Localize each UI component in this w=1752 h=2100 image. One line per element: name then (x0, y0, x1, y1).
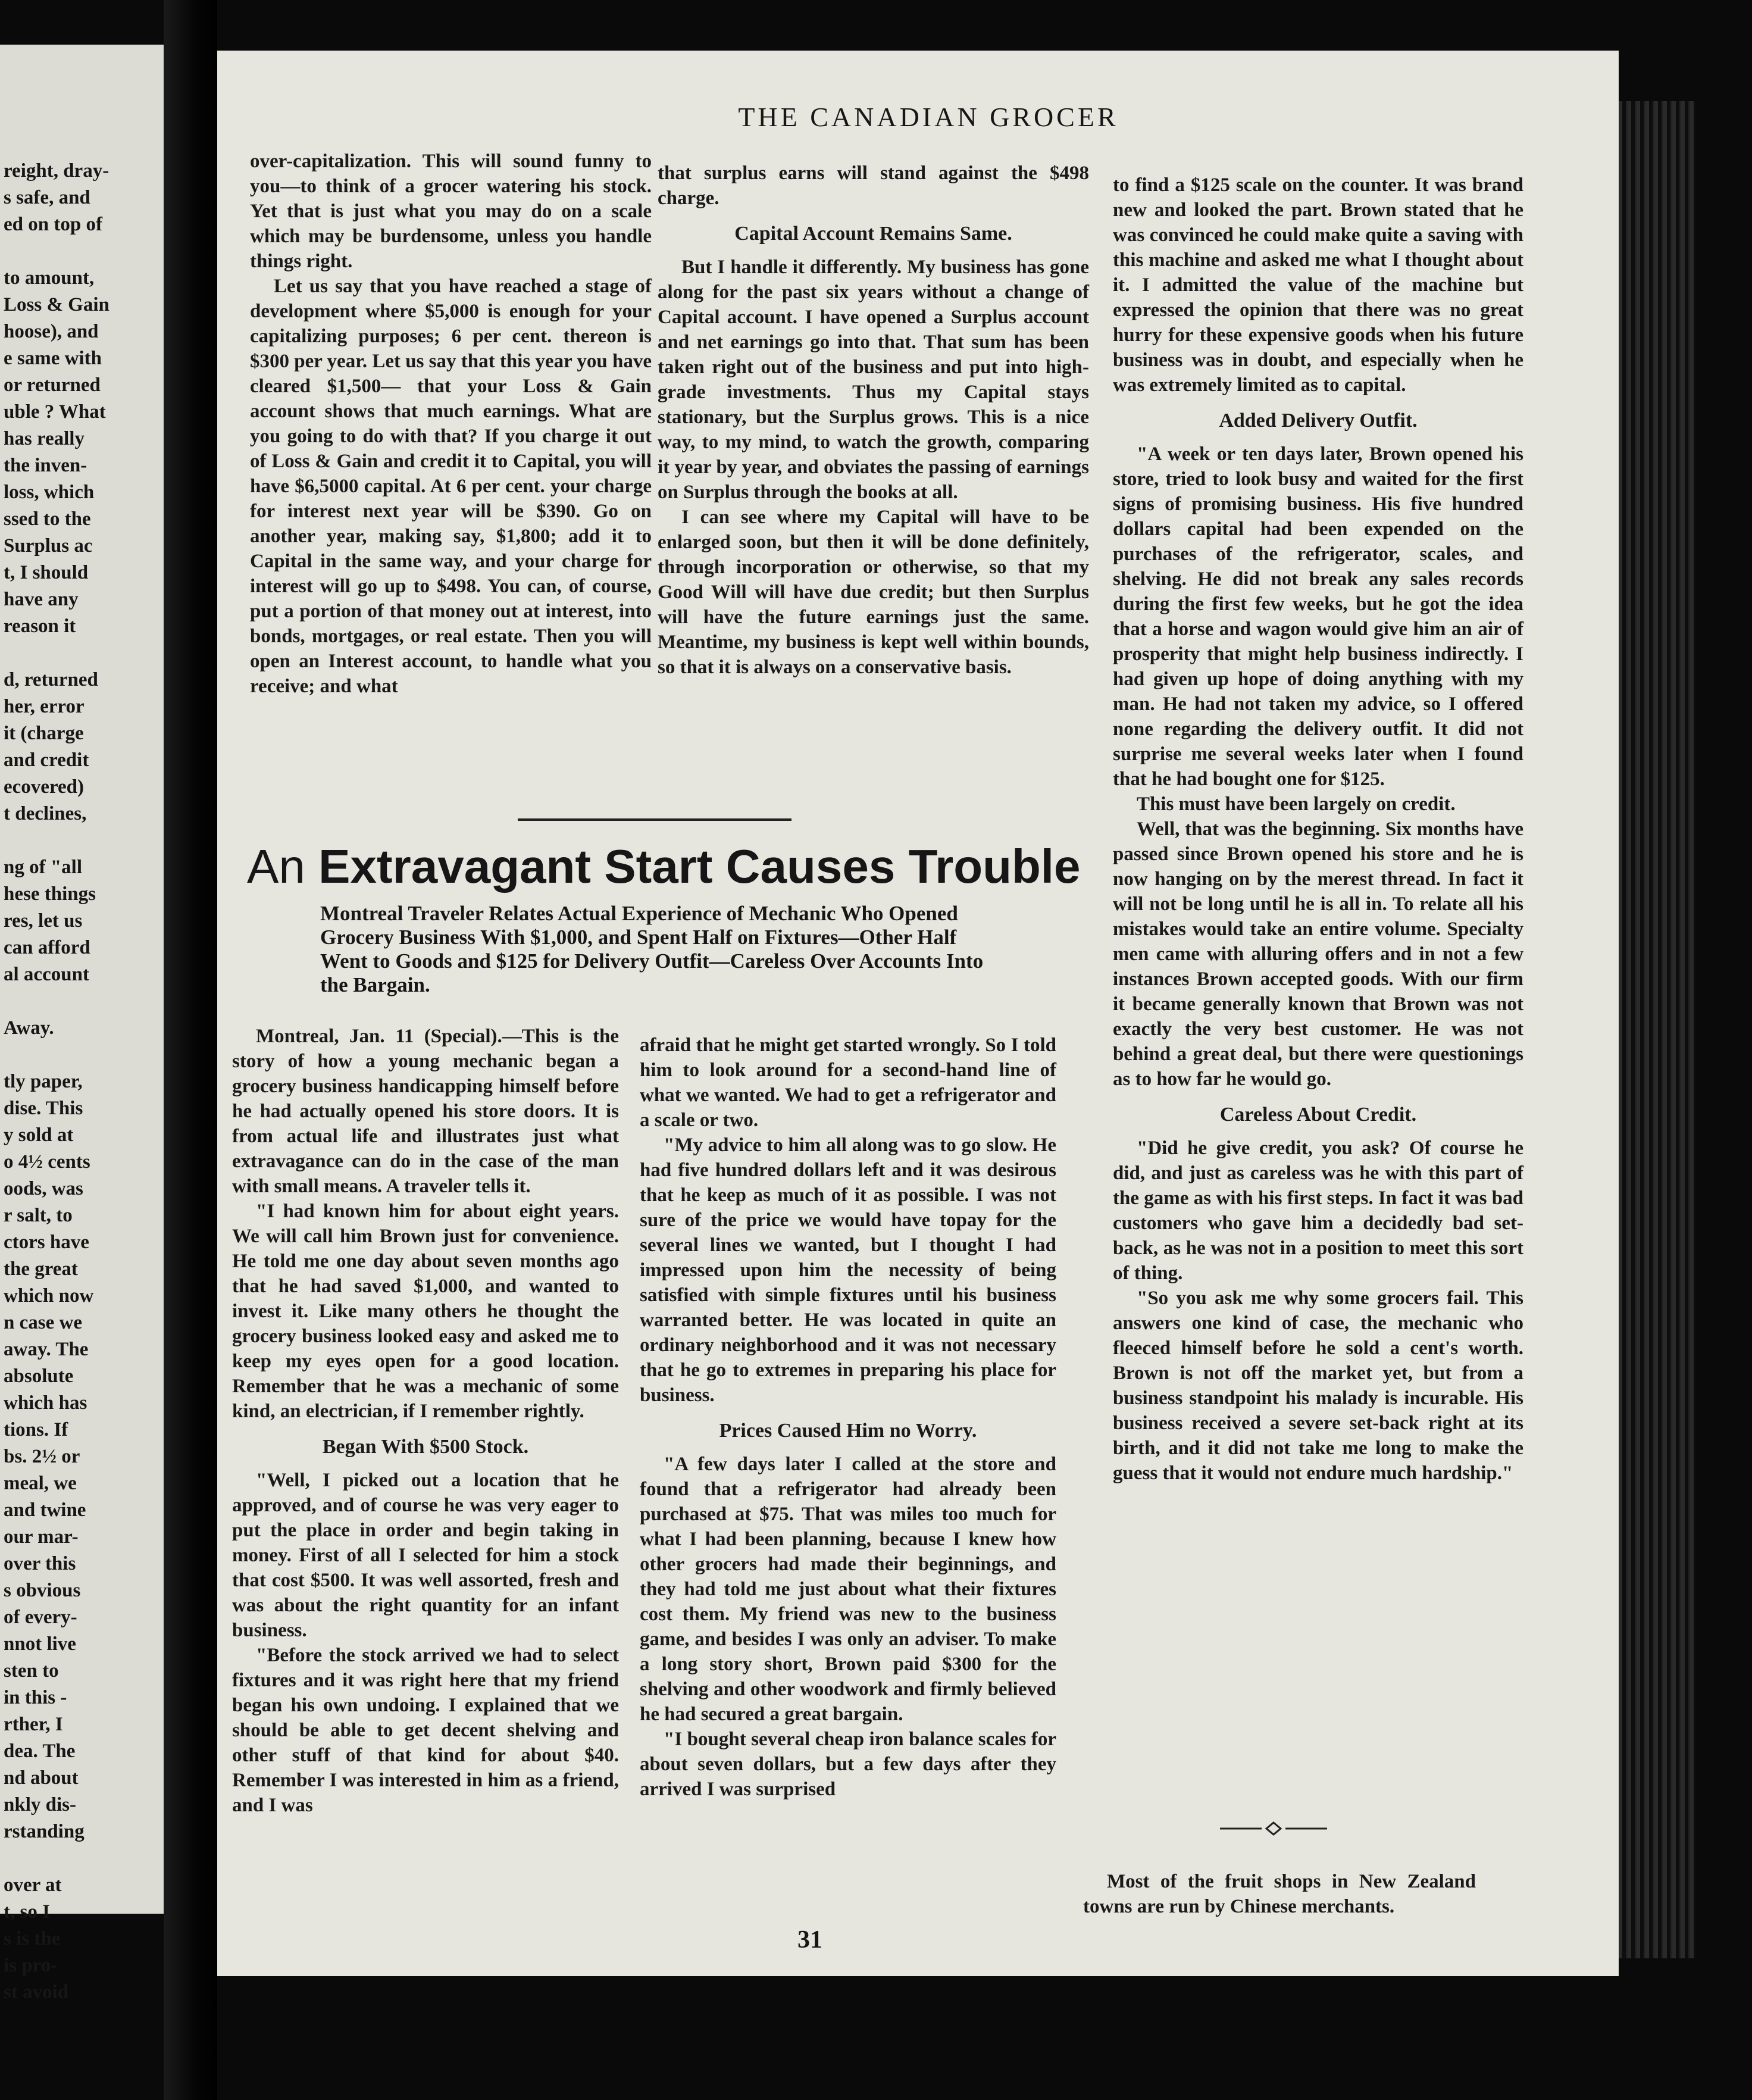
facing-page-line: the great (4, 1258, 78, 1280)
facing-page-line: t, so I (4, 1901, 50, 1923)
facing-page-line: oods, was (4, 1178, 83, 1199)
facing-page-line (4, 1845, 158, 1872)
facing-page-line: hese things (4, 883, 96, 905)
facing-page-line: have any (4, 589, 79, 610)
book-gutter (164, 0, 217, 2100)
top-column-2 (658, 161, 1089, 680)
facing-page-line: meal, we (4, 1473, 77, 1494)
facing-page-line: our mar- (4, 1526, 79, 1548)
article-column-1 (232, 1024, 619, 1818)
facing-page-line (4, 238, 158, 265)
page-edges (1619, 101, 1696, 1958)
facing-page-line: her, error (4, 696, 85, 717)
headline-main: Extravagant Start Causes Trouble (318, 840, 1081, 893)
facing-page-line: o 4½ cents (4, 1151, 90, 1173)
paragraph: Montreal, Jan. 11 (Special).—This is the story of how a young mechanic began a grocery business handicapping himself before he had actually opened his store doors. It is from actual life and illustrates just what extravagance can do in the case of the man with small means. A traveler tells it. (232, 1026, 619, 1197)
facing-page-fragment (0, 45, 164, 2003)
paragraph: "A few days later I called at the store and found that a refrigerator had already been purchased at $75. That was miles too much for what I had been planning, because I knew how other grocers had made their beginnings, and they had told me just about what their fixtures cost them. My friend was new to the business game, and besides I was only an adviser. To make a long story short, Brown paid $300 for the shelving and other woodwork and firmly believed he had secured a great bargain. (640, 1454, 1056, 1725)
headline-an: An (247, 840, 305, 893)
paragraph: "I bought several cheap iron balance scales for about seven dollars, but a few days after they arrived I was surprised (640, 1729, 1056, 1800)
facing-page-line: tions. If (4, 1419, 68, 1440)
facing-page-line: t declines, (4, 803, 87, 824)
article-headline (247, 839, 1081, 894)
paragraph: This must have been largely on credit. (1137, 793, 1456, 815)
facing-page-line: has really (4, 428, 85, 449)
paragraph: "I had known him for about eight years. We will call him Brown just for convenience. He told me one day about seven months ago that he had saved $1,000, and wanted to invest it. Like many others he thought the grocery business looked easy and asked me to keep my eyes open for a good location. Remember that he was a mechanic of some kind, an electrician, if I remember rightly. (232, 1201, 619, 1422)
facing-page-line: loss, which (4, 482, 95, 503)
paragraph: I can see where my Capital will have to be enlarged soon, but then it will be done definitely, through incorporation or otherwise, so that my Good Will will have due credit; but then Surplus will have the future earnings just the same. Meantime, my business is kept well within bounds, so that it is always on a conservative basis. (658, 507, 1089, 678)
facing-page-line: ctors have (4, 1232, 89, 1253)
subheading: Added Delivery Outfit. (1219, 410, 1418, 432)
facing-page-line: ed on top of (4, 214, 102, 235)
facing-page-line: over this (4, 1553, 76, 1574)
facing-page-line: which has (4, 1392, 87, 1414)
paragraph: "Before the stock arrived we had to select fixtures and it was right here that my friend began his own undoing. I explained that we should be able to get decent shelving and other stuff of that kind for about $40. Remember I was interested in him as a friend, and I was (232, 1645, 619, 1816)
paragraph: Let us say that you have reached a stage of development where $5,000 is enough for your capitalizing purposes; 6 per cent. thereon is $300 per year. Let us say that this year you have cleared $1,500— that your Loss & Gain account shows that much earnings. What are you going to do with that? If you charge it out of Loss & Gain and credit it to Capital, you will have $6,5000 capital. At 6 per cent. your charge for interest next year will be $390. Go on another year, making say, $1,800; add it to Capital in the same way, and your charge for interest will go up to $498. You can, of course, put a portion of that money out at interest, into bonds, mortgages, or real estate. Then you will open an Interest account, to handle what you receive; and what (250, 276, 652, 697)
facing-page-line: hoose), and (4, 321, 99, 342)
facing-page-line: which now (4, 1285, 94, 1307)
article-column-2 (640, 1033, 1056, 1802)
paragraph: to find a $125 scale on the counter. It was brand new and looked the part. Brown stated that he was convinced he could make quite a saving with this machine and asked me what I thought about it. I admitted the value of the machine but expressed the opinion that there was no great hurry for these expensive goods when his future business was in doubt, and especially when he was extremely limited as to capital. (1113, 174, 1523, 396)
facing-page-line: tly paper, (4, 1071, 83, 1092)
facing-page-line: over at (4, 1874, 62, 1896)
facing-page-line: y sold at (4, 1124, 74, 1146)
facing-page-line: al account (4, 964, 89, 985)
facing-page-line: it (charge (4, 723, 84, 744)
facing-page-line: dea. The (4, 1740, 76, 1762)
facing-page-line (4, 827, 158, 854)
facing-page-line: rther, I (4, 1714, 63, 1735)
facing-page-line: and twine (4, 1499, 86, 1521)
paragraph: But I handle it differently. My business has gone along for the past six years without a change of Capital account. I have opened a Surplus account and net earnings go into that. That sum has been taken right out of the business and put into high-grade investments. Thus my Capital stays stationary, but the Surplus grows. This is a nice way, to my mind, to watch the growth, comparing it year by year, and obviates the passing of earnings on Surplus through the books at all. (658, 257, 1089, 503)
facing-page-line: nkly dis- (4, 1794, 76, 1815)
article-deck: Montreal Traveler Relates Actual Experience of Mechanic Who Opened Grocery Business With $1,000, and Spent Half on Fixtures—Other Half Went to Goods and $125 for Delivery Outfit—Careless Over Accounts Into the Bargain. (320, 902, 984, 996)
facing-page-line: Surplus ac (4, 535, 93, 557)
paragraph: over-capitalization. This will sound funny to you—to think of a grocer watering his stock. Yet that is just what you may do on a scale which may be burdensome, unless you handle things right. (250, 151, 652, 272)
facing-page-line: Away. (4, 1017, 54, 1039)
facing-page-line: away. The (4, 1339, 89, 1360)
facing-page-line: to amount, (4, 267, 95, 289)
facing-page-line: or returned (4, 374, 101, 396)
facing-page-line: reason it (4, 615, 76, 637)
paragraph: "My advice to him all along was to go slow. He had five hundred dollars left and it was desirous that he keep as much of it as possible. I was not sure of the price we would have topay for the several lines we wanted, but I thought I had impressed upon him the necessity of being satisfied with simple fixtures until his business warranted better. He was located in quite an ordinary neighborhood and it was not necessary that he go to extremes in preparing his place for business. (640, 1135, 1056, 1406)
facing-page-line: and credit (4, 749, 89, 771)
facing-page-line: sten to (4, 1660, 59, 1682)
facing-page-line (4, 1042, 158, 1068)
facing-page-line: of every- (4, 1607, 77, 1628)
running-head: THE CANADIAN GROCER (738, 102, 1119, 132)
ornament-divider (1220, 1821, 1327, 1836)
subheading: Capital Account Remains Same. (734, 223, 1012, 245)
facing-page-line: s safe, and (4, 187, 90, 208)
subheading: Prices Caused Him no Worry. (719, 1420, 977, 1442)
paragraph: afraid that he might get started wrongly. So I told him to look around for a second-hand line of what we wanted. We had to get a refrigerator and a scale or two. (640, 1035, 1056, 1131)
top-column-1 (250, 149, 652, 699)
facing-page-line: s obvious (4, 1580, 81, 1601)
facing-page-line: ecovered) (4, 776, 84, 798)
facing-page-line: d, returned (4, 669, 98, 690)
right-column (1113, 173, 1523, 1486)
paragraph: Most of the fruit shops in New Zealand towns are run by Chinese merchants. (1083, 1871, 1476, 1917)
paragraph: "A week or ten days later, Brown opened his store, tried to look busy and waited for the first signs of promising business. His five hundred dollars capital had been expended on the purchases of the refrigerator, scales, and shelving. He did not break any sales records during the first few weeks, but he got the idea that a horse and wagon would give him an air of prosperity that might help business indirectly. I had given up hope of doing anything with my man. He had not taken my advice, so I offered none regarding the delivery outfit. It did not surprise me several weeks later when I found that he had bought one for $125. (1113, 443, 1523, 790)
facing-page-line: n case we (4, 1312, 82, 1333)
subheading: Careless About Credit. (1219, 1104, 1417, 1126)
facing-page-line: ng of "all (4, 857, 82, 878)
facing-page-line: t, I should (4, 562, 89, 583)
facing-page-line: nnot live (4, 1633, 76, 1655)
subheading: Began With $500 Stock. (322, 1436, 529, 1458)
facing-page-line: r salt, to (4, 1205, 73, 1226)
paragraph: "So you ask me why some grocers fail. This answers one kind of case, the mechanic who fleeced himself before he sold a cent's worth. Brown is not off the market yet, but from a business standpoint his malady is incurable. His business received a severe set-back right at its birth, and it did not take me long to make the guess that it would not endure much hardship." (1113, 1288, 1523, 1484)
divider-rule (518, 818, 791, 821)
facing-page-line: the inven- (4, 455, 87, 476)
facing-page-line: res, let us (4, 910, 83, 932)
facing-page-line (4, 988, 158, 1015)
facing-page-line: can afford (4, 937, 90, 958)
facing-page-line: bs. 2½ or (4, 1446, 80, 1467)
facing-page-line: reight, dray- (4, 160, 110, 182)
facing-page-line: Loss & Gain (4, 294, 110, 315)
paragraph: "Did he give credit, you ask? Of course he did, and just as careless was he with this part of the game as with his first steps. In fact it was bad customers who gave him a decidedly bad set-back, as he was not in a position to meet this sort of thing. (1113, 1138, 1523, 1284)
facing-page-line: is pro- (4, 1955, 58, 1976)
facing-page-line: absolute (4, 1365, 74, 1387)
facing-page-line: uble ? What (4, 401, 106, 423)
page-number: 31 (797, 1926, 822, 1954)
facing-page-line: s is the (4, 1928, 61, 1949)
facing-page-line: dise. This (4, 1098, 83, 1119)
facing-page-line: nd about (4, 1767, 79, 1789)
paragraph: Well, that was the beginning. Six months have passed since Brown opened his store and he is now hanging on by the merest thread. In fact it will not be long until he is all in. To relate all his mistakes would take an entire volume. Specialty men came with alluring offers and in not a few instances Brown accepted goods. With our firm it became generally known that Brown was not exactly the very best customer. He was not behind a great deal, but there were questionings as to how far he would go. (1113, 818, 1523, 1090)
facing-page-line: st avoid (4, 1982, 69, 2003)
filler-item (1083, 1869, 1476, 1919)
paragraph: that surplus earns will stand against the $498 charge. (658, 162, 1089, 209)
paragraph: "Well, I picked out a location that he approved, and of course he was very eager to put the place in order and begin taking in money. First of all I selected for him a stock that cost $500. It was well assorted, fresh and was about the right quantity for an infant business. (232, 1470, 619, 1641)
facing-page-line: rstanding (4, 1821, 85, 1842)
facing-page-line (4, 640, 158, 667)
facing-page-line: in this - (4, 1687, 67, 1708)
facing-page-line: ssed to the (4, 508, 91, 530)
facing-page-line: e same with (4, 348, 102, 369)
facing-page-text (4, 158, 158, 2006)
